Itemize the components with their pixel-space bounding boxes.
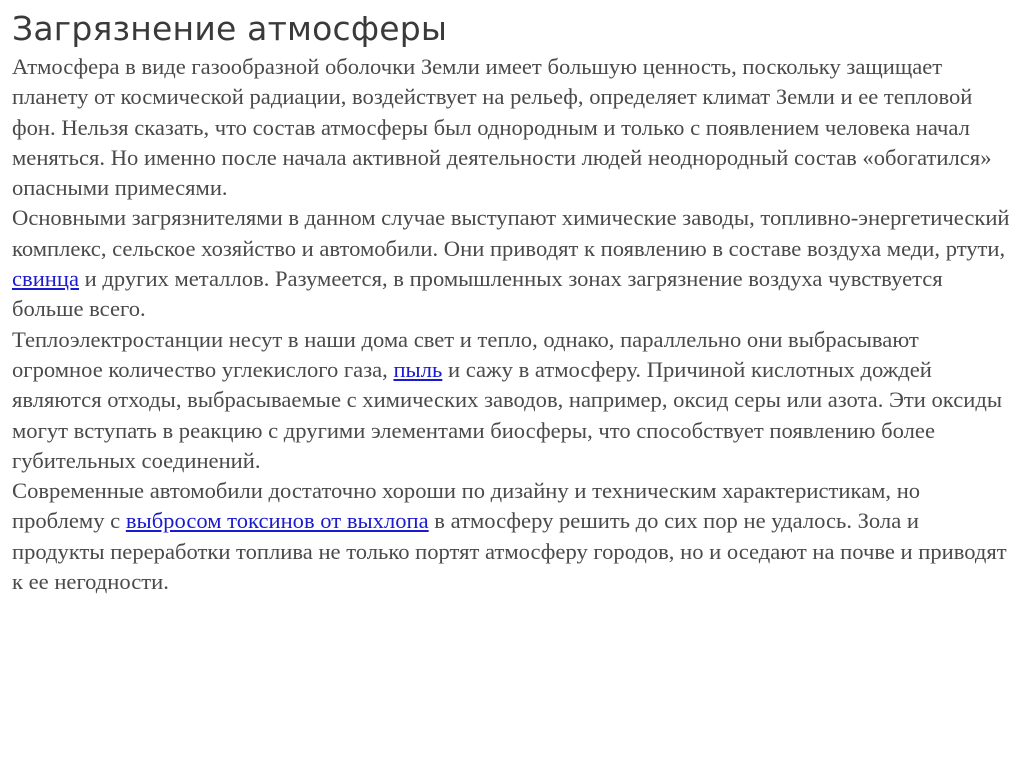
paragraph-4-text-before: Современные автомобили достаточно хороши по дизайну и техническим характеристикам, но проблему с (12, 478, 921, 534)
paragraph-3-text-before: Теплоэлектростанции несут в наши дома свет и тепло, однако, параллельно они выбрасывают огромное количество углекислого газа, (12, 326, 919, 382)
link-dust[interactable]: пыль (393, 356, 443, 382)
paragraph-1-text: Атмосфера в виде газообразной оболочки Земли имеет большую ценность, поскольку защищает планету от космической радиации, воздействует на рельеф, определяет климат Земли и ее тепловой фон. Нельзя сказать, что состав атмосферы был однородным и только с появлением человека начал меняться. Но именно после начала активной деятельности людей неоднородный состав «обогатился» опасными примесями. (12, 54, 992, 201)
slide (12, 0, 1012, 597)
paragraph-2-text-after: и других металлов. Разумеется, в промышленных зонах загрязнение воздуха чувствуется больше всего. (12, 266, 943, 322)
link-lead[interactable]: свинца (12, 266, 79, 292)
paragraph-4 (12, 476, 1012, 597)
paragraph-2-text-before: Основными загрязнителями в данном случае выступают химические заводы, топливно-энергетический комплекс, сельское хозяйство и автомобили. Они приводят к появлению в составе воздуха меди, ртути, (12, 205, 1010, 261)
paragraph-4-text-after: в атмосферу решить до сих пор не удалось. Зола и продукты переработки топлива не только портят атмосферу городов, но и оседают на почве и приводят к ее негодности. (12, 508, 1007, 595)
paragraph-2 (12, 203, 1012, 324)
paragraph-1 (12, 52, 1012, 203)
paragraph-3 (12, 325, 1012, 476)
paragraph-3-text-after: и сажу в атмосферу. Причиной кислотных дождей являются отходы, выбрасываемые с химических заводов, например, оксид серы или азота. Эти оксиды могут вступать в реакцию с другими элементами биосферы, что способствует появлению более губительных соединений. (12, 356, 1003, 473)
page-title: Загрязнение атмосферы (12, 9, 448, 48)
link-exhaust-toxins[interactable]: выбросом токсинов от выхлопа (125, 508, 429, 534)
article-body (12, 52, 1012, 597)
